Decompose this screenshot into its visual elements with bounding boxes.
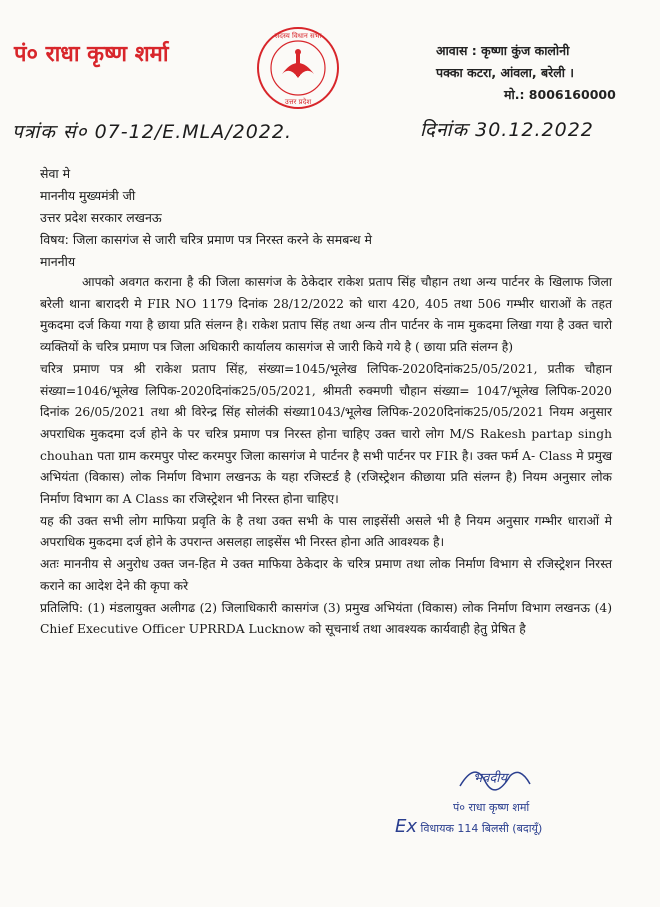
body-paragraph-1: आपको अवगत कराना है की जिला कासगंज के ठेकेदार राकेश प्रताप सिंह चौहान तथा अन्य पार्टनर के खिलाफ जिला बरेली थाना बारादरी मे FIR NO 1179 दिनांक 28/12/2022 को धारा 420, 405 तथा 506 गम्भीर धाराओं के तहत मुकदमा दर्ज किया गया है छाया प्रति संलग्न है। राकेश प्रताप सिंह तथा अन्य तीन पार्टनर के नाम मुकदमा लिखा गया है उक्त चारो व्यक्तियों के चरित्र प्रमाण पत्र जिला अधिकारी कार्यालय कासगंज से जारी किये गये है ( छाया प्रति संलग्न है) [40,275,612,355]
body-paragraph-5-copy-to: प्रतिलिपि: (1) मंडलायुक्त अलीगढ (2) जिलाधिकारी कासगंज (3) प्रमुख अभियंता (विकास) लोक निर्माण विभाग लखनऊ (4) Chief Executive Officer UPRRDA Lucknow को सूचनार्थ तथा आवश्यक कार्यवाही हेतु प्रेषित है [40,600,612,637]
party-seal-emblem [252,22,344,114]
handwritten-signature-scribble [455,756,535,796]
salutation: माननीय [40,254,76,269]
subject-line: विषय: जिला कासगंज से जारी चरित्र प्रमाण पत्र निरस्त करने के समबन्ध मे [40,232,372,247]
handwritten-reference-number: पत्रांक सं० 07-12/E.MLA/2022. [12,121,293,143]
body-paragraph-4: अतः माननीय से अनुरोध उक्त जन-हित मे उक्त माफिया ठेकेदार के चरित्र प्रमाण तथा लोक निर्माण विभाग से रजिस्ट्रेशन निरस्त कराने का आदेश देने की कृपा करे [40,557,612,593]
address-line-1: आवास : कृष्णा कुंज कालोनी [436,43,570,58]
seal-top-text: सदस्य विधान सभा [274,32,322,40]
mobile-number: मो.: 8006160000 [504,87,616,102]
letter-body [40,272,612,641]
recipient-line-3: उत्तर प्रदेश सरकार लखनऊ [40,210,162,225]
signature-closing: भवदीय [473,771,508,786]
signature-block [395,750,615,840]
signatory-title [395,816,542,837]
address-line-2: पक्का कटरा, आंवला, बरेली । [436,65,575,80]
letterhead-address [436,40,636,106]
recipient-block [40,163,372,273]
recipient-line-2: माननीय मुख्यमंत्री जी [40,188,136,203]
signature-ex-mark: Ex [395,816,418,837]
letterhead-name: पं० राधा कृष्ण शर्मा [14,42,169,67]
signatory-designation: विधायक 114 बिलसी (बदायूँ) [420,822,543,835]
handwritten-date: दिनांक 30.12.2022 [420,119,594,141]
body-paragraph-3: यह की उक्त सभी लोग माफिया प्रवृति के है तथा उक्त सभी के पास लाइसेंसी असले भी है नियम अनुसार गम्भीर धाराओं मे अपराधिक मुकदमा दर्ज होने के उपरान्त असलहा लाइसेंस भी निरस्त होना अति आवश्यक है। [40,513,612,550]
recipient-line-1: सेवा मे [40,166,71,181]
seal-bottom-text: उत्तर प्रदेश [284,98,312,106]
body-paragraph-2: चरित्र प्रमाण पत्र श्री राकेश प्रताप सिंह, संख्या=1045/भूलेख लिपिक-2020दिनांक25/05/2021, प्रतीक चौहान संख्या=1046/भूलेख लिपिक-2020दिनांक25/05/2021, श्रीमती रुक्मणी चौहान संख्या= 1047/भूलेख लिपिक-2020 दिनांक 26/05/2021 तथा श्री विरेन्द्र सिंह सोलंकी संख्या1043/भूलेख लिपिक-2020दिनांक25/05/2021 नियम अनुसार अपराधिक मुकदमा दर्ज होने के पर चरित्र प्रमाण पत्र निरस्त होना चाहिए उक्त चारो लोग M/S Rakesh partap singh chouhan पता ग्राम करमपुर पोस्ट करमपुर जिला कासगंज मे पार्टनर है सभी पार्टनर पर FIR है। उक्त फर्म A- Class मे प्रमुख अभियंता (विकास) लोक निर्माण विभाग लखनऊ के यहा रजिस्टर्ड है (रजिस्ट्रेशन कीछाया प्रति संलग्न है) नियम अनुसार लोक निर्माण विभाग का A Class का रजिस्ट्रेशन भी निरस्त होना चाहिए। [40,361,612,507]
signatory-name: पं० राधा कृष्ण शर्मा [453,801,530,814]
